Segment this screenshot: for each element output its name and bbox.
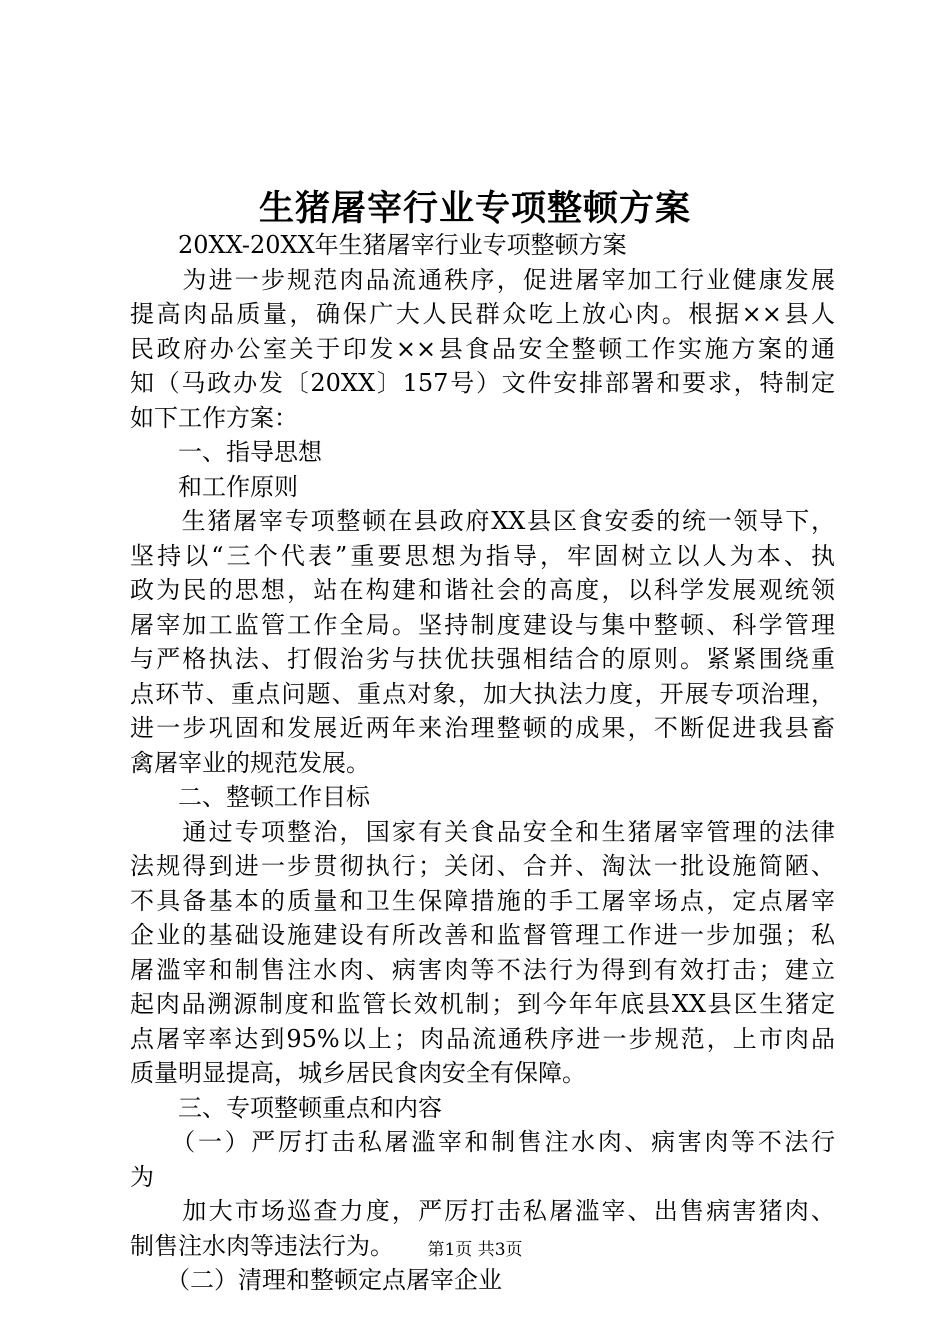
body-line: 屠滥宰和制售注水肉、病害肉等不法行为得到有效打击；建立 bbox=[130, 955, 835, 984]
body-line: 提高肉品质量，确保广大人民群众吃上放心肉。根据××县人 bbox=[130, 300, 835, 328]
body-line: 法规得到进一步贯彻执行；关闭、合并、淘汰一批设施简陋、 bbox=[130, 852, 835, 880]
body-line: 与严格执法、打假治劣与扶优扶强相结合的原则。紧紧围绕重 bbox=[130, 645, 835, 673]
body-line: 为 bbox=[130, 1162, 154, 1191]
body-line: 禽屠宰业的规范发展。 bbox=[130, 748, 370, 777]
body-line: 一、指导思想 bbox=[130, 438, 322, 466]
document-title: 生猪屠宰行业专项整顿方案 bbox=[258, 188, 691, 229]
body-line: 屠宰加工监管工作全局。坚持制度建设与集中整顿、科学管理 bbox=[130, 610, 835, 639]
body-line: 进一步巩固和发展近两年来治理整顿的成果，不断促进我县畜 bbox=[130, 714, 835, 742]
body-line: 质量明显提高，城乡居民食肉安全有保障。 bbox=[130, 1059, 586, 1087]
body-line: 坚持以“三个代表”重要思想为指导，牢固树立以人为本、执 bbox=[130, 541, 835, 570]
document-body bbox=[130, 228, 835, 1298]
body-line: 通过专项整治，国家有关食品安全和生猪屠宰管理的法律 bbox=[130, 817, 835, 846]
body-line: 加大市场巡查力度，严厉打击私屠滥宰、出售病害猪肉、 bbox=[130, 1197, 835, 1225]
body-line: 生猪屠宰专项整顿在县政府XX县区食安委的统一领导下， bbox=[130, 507, 835, 535]
body-line: 政为民的思想，站在构建和谐社会的高度，以科学发展观统领 bbox=[130, 576, 835, 604]
page-footer: 第1页 共3页 bbox=[427, 1240, 523, 1260]
body-line: 如下工作方案： bbox=[130, 403, 298, 432]
body-line: 点屠宰率达到95%以上；肉品流通秩序进一步规范，上市肉品 bbox=[130, 1024, 835, 1053]
body-line: 二、整顿工作目标 bbox=[130, 783, 370, 811]
body-line: （二）清理和整顿定点屠宰企业 bbox=[130, 1266, 502, 1294]
body-line: 知（马政办发〔20XX〕157号）文件安排部署和要求，特制定 bbox=[130, 369, 835, 397]
body-line: （一）严厉打击私屠滥宰和制售注水肉、病害肉等不法行 bbox=[130, 1128, 835, 1156]
body-line: 三、专项整顿重点和内容 bbox=[130, 1093, 442, 1122]
body-line: 制售注水肉等违法行为。 bbox=[130, 1231, 394, 1260]
body-line: 不具备基本的质量和卫生保障措施的手工屠宰场点，定点屠宰 bbox=[130, 886, 835, 915]
body-line: 企业的基础设施建设有所改善和监督管理工作进一步加强；私 bbox=[130, 921, 835, 949]
body-line: 点环节、重点问题、重点对象，加大执法力度，开展专项治理， bbox=[130, 679, 835, 708]
body-line: 为进一步规范肉品流通秩序，促进屠宰加工行业健康发展 bbox=[130, 265, 835, 294]
body-line: 20XX-20XX年生猪屠宰行业专项整顿方案 bbox=[130, 231, 627, 259]
body-line: 民政府办公室关于印发××县食品安全整顿工作实施方案的通 bbox=[130, 334, 835, 363]
body-line: 起肉品溯源制度和监管长效机制；到今年年底县XX县区生猪定 bbox=[130, 990, 835, 1018]
body-line: 和工作原则 bbox=[130, 472, 298, 501]
